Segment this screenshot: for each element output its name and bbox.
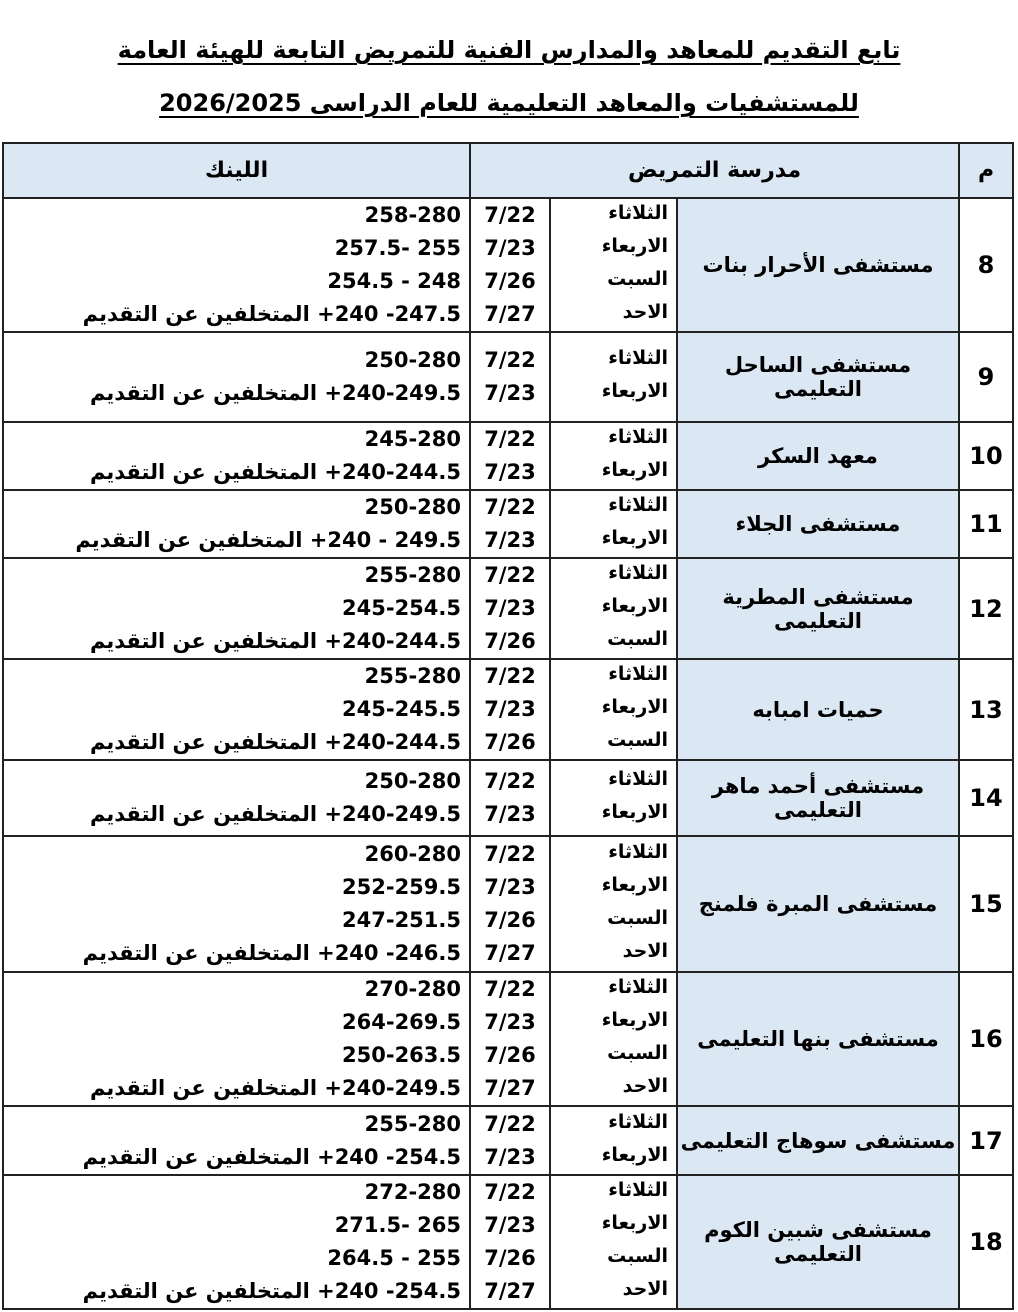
score-range-list (3, 558, 470, 659)
score-range: 240-249.5+ المتخلفين عن التقديم (89, 802, 461, 826)
score-range: 240-244.5+ المتخلفين عن التقديم (89, 460, 461, 484)
day-name: الثلاثاء (608, 202, 668, 224)
table-row (3, 972, 1013, 1106)
school-name: مستشفى شبين الكوم التعليمى (677, 1175, 959, 1309)
day-name: السبت (607, 628, 668, 650)
date-value: 7/22 (484, 1180, 536, 1204)
day-name: الاربعاء (601, 874, 668, 896)
row-number: 11 (959, 490, 1013, 558)
score-range: 245-280 (364, 427, 461, 451)
score-range: 245-254.5 (342, 596, 461, 620)
score-range: 247.5- 240+ المتخلفين عن التقديم (82, 302, 461, 326)
score-range-list (3, 332, 470, 422)
score-range: 258-280 (364, 203, 461, 227)
date-value: 7/27 (484, 1279, 536, 1303)
date-value: 7/26 (484, 269, 536, 293)
date-value: 7/27 (484, 302, 536, 326)
score-range-list (3, 198, 470, 332)
day-list (550, 836, 677, 972)
score-range-list (3, 659, 470, 760)
score-range: 255-280 (364, 563, 461, 587)
table-row (3, 490, 1013, 558)
date-value: 7/26 (484, 908, 536, 932)
date-list (470, 332, 550, 422)
table-row (3, 422, 1013, 490)
score-range-list (3, 836, 470, 972)
day-name: السبت (607, 1245, 668, 1267)
score-range-list (3, 422, 470, 490)
date-value: 7/26 (484, 730, 536, 754)
day-name: الثلاثاء (608, 562, 668, 584)
date-value: 7/22 (484, 348, 536, 372)
score-range: 240-249.5+ المتخلفين عن التقديم (89, 1076, 461, 1100)
day-name: الاحد (622, 940, 668, 962)
score-range: 255 - 264.5 (327, 1246, 461, 1270)
date-value: 7/22 (484, 427, 536, 451)
day-name: الاربعاء (601, 235, 668, 257)
table-row (3, 558, 1013, 659)
date-value: 7/22 (484, 664, 536, 688)
score-range: 250-280 (364, 495, 461, 519)
date-value: 7/23 (484, 381, 536, 405)
row-number: 8 (959, 198, 1013, 332)
day-name: الاربعاء (601, 696, 668, 718)
date-value: 7/23 (484, 596, 536, 620)
header-link: اللينك (3, 143, 470, 198)
date-list (470, 490, 550, 558)
score-range: 270-280 (364, 977, 461, 1001)
school-name: مستشفى أحمد ماهر التعليمى (677, 760, 959, 836)
row-number: 14 (959, 760, 1013, 836)
score-range: 254.5- 240+ المتخلفين عن التقديم (82, 1144, 461, 1169)
date-list (470, 972, 550, 1106)
school-name: معهد السكر (677, 422, 959, 490)
document-title-line2: للمستشفيات والمعاهد التعليمية للعام الدراسى 2026/2025 (159, 89, 859, 117)
school-name: حميات امبابه (677, 659, 959, 760)
row-number: 15 (959, 836, 1013, 972)
score-range: 252-259.5 (342, 875, 461, 899)
date-list (470, 659, 550, 760)
day-name: الاربعاء (601, 1212, 668, 1234)
score-range: 250-263.5 (342, 1043, 461, 1067)
school-name: مستشفى الجلاء (677, 490, 959, 558)
score-range-list (3, 1106, 470, 1175)
schedule-table (2, 142, 1014, 1310)
date-value: 7/22 (484, 203, 536, 227)
table-row (3, 659, 1013, 760)
day-list (550, 332, 677, 422)
day-name: الثلاثاء (608, 841, 668, 863)
score-range: 247-251.5 (342, 908, 461, 932)
day-list (550, 1175, 677, 1309)
day-list (550, 760, 677, 836)
date-value: 7/26 (484, 1246, 536, 1270)
score-range-list (3, 760, 470, 836)
school-name: مستشفى الساحل التعليمى (677, 332, 959, 422)
day-name: السبت (607, 1042, 668, 1064)
document-title-line1: تابع التقديم للمعاهد والمدارس الفنية للتمريض التابعة للهيئة العامة (117, 36, 901, 64)
day-list (550, 422, 677, 490)
score-range: 254.5- 240+ المتخلفين عن التقديم (82, 1279, 461, 1303)
date-value: 7/22 (484, 495, 536, 519)
date-value: 7/27 (484, 1076, 536, 1100)
table-row (3, 836, 1013, 972)
score-range: 245-245.5 (342, 697, 461, 721)
date-value: 7/27 (484, 941, 536, 965)
day-name: السبت (607, 907, 668, 929)
date-list (470, 1106, 550, 1175)
header-num: م (959, 143, 1013, 198)
score-range-list (3, 972, 470, 1106)
date-value: 7/23 (484, 1213, 536, 1237)
score-range: 240-249.5+ المتخلفين عن التقديم (89, 381, 461, 405)
school-name: مستشفى بنها التعليمى (677, 972, 959, 1106)
day-name: الثلاثاء (608, 663, 668, 685)
date-value: 7/22 (484, 1111, 536, 1136)
row-number: 18 (959, 1175, 1013, 1309)
date-list (470, 1175, 550, 1309)
school-name: مستشفى الأحرار بنات (677, 198, 959, 332)
day-name: الاربعاء (601, 1143, 668, 1166)
row-number: 9 (959, 332, 1013, 422)
score-range-list (3, 1175, 470, 1309)
score-range: 248 - 254.5 (327, 269, 461, 293)
day-name: الثلاثاء (608, 494, 668, 516)
day-list (550, 558, 677, 659)
day-name: الاربعاء (601, 801, 668, 823)
date-value: 7/22 (484, 563, 536, 587)
date-list (470, 422, 550, 490)
date-value: 7/23 (484, 1010, 536, 1034)
row-number: 16 (959, 972, 1013, 1106)
day-list (550, 198, 677, 332)
table-header-row (3, 143, 1013, 198)
date-list (470, 198, 550, 332)
row-number: 13 (959, 659, 1013, 760)
score-range: 250-280 (364, 769, 461, 793)
table-row (3, 332, 1013, 422)
table-row (3, 1106, 1013, 1175)
date-value: 7/26 (484, 1043, 536, 1067)
day-list (550, 1106, 677, 1175)
score-range-list (3, 490, 470, 558)
day-name: السبت (607, 729, 668, 751)
date-list (470, 836, 550, 972)
date-value: 7/22 (484, 769, 536, 793)
day-name: السبت (607, 268, 668, 290)
row-number: 10 (959, 422, 1013, 490)
day-name: الثلاثاء (608, 1179, 668, 1201)
score-range: 240-244.5+ المتخلفين عن التقديم (89, 730, 461, 754)
school-name: مستشفى المطرية التعليمى (677, 558, 959, 659)
table-row (3, 198, 1013, 332)
day-name: الاربعاء (601, 459, 668, 481)
day-name: الاحد (622, 1278, 668, 1300)
day-list (550, 972, 677, 1106)
date-value: 7/23 (484, 528, 536, 552)
day-name: الثلاثاء (608, 347, 668, 369)
score-range: 264-269.5 (342, 1010, 461, 1034)
day-list (550, 659, 677, 760)
date-value: 7/22 (484, 842, 536, 866)
row-number: 17 (959, 1106, 1013, 1175)
date-list (470, 760, 550, 836)
score-range: 250-280 (364, 348, 461, 372)
day-name: الاربعاء (601, 1009, 668, 1031)
score-range: 246.5- 240+ المتخلفين عن التقديم (82, 941, 461, 965)
day-name: الثلاثاء (608, 1110, 668, 1133)
header-school: مدرسة التمريض (470, 143, 959, 198)
date-value: 7/23 (484, 1144, 536, 1169)
date-value: 7/23 (484, 236, 536, 260)
score-range: 255-280 (364, 1111, 461, 1136)
date-list (470, 558, 550, 659)
table-row (3, 760, 1013, 836)
score-range: 255-280 (364, 664, 461, 688)
row-number: 12 (959, 558, 1013, 659)
day-name: الاربعاء (601, 380, 668, 402)
day-name: الاربعاء (601, 527, 668, 549)
score-range: 260-280 (364, 842, 461, 866)
score-range: 265 -271.5 (334, 1213, 461, 1237)
date-value: 7/23 (484, 802, 536, 826)
score-range: 255 -257.5 (334, 236, 461, 260)
day-name: الثلاثاء (608, 976, 668, 998)
date-value: 7/23 (484, 460, 536, 484)
date-value: 7/26 (484, 629, 536, 653)
date-value: 7/23 (484, 875, 536, 899)
score-range: 272-280 (364, 1180, 461, 1204)
date-value: 7/22 (484, 977, 536, 1001)
day-name: الاحد (622, 301, 668, 323)
date-value: 7/23 (484, 697, 536, 721)
school-name: مستشفى المبرة فلمنج (677, 836, 959, 972)
day-name: الاربعاء (601, 595, 668, 617)
score-range: 249.5 - 240+ المتخلفين عن التقديم (75, 528, 461, 552)
table-row (3, 1175, 1013, 1309)
day-list (550, 490, 677, 558)
day-name: الثلاثاء (608, 768, 668, 790)
day-name: الاحد (622, 1075, 668, 1097)
day-name: الثلاثاء (608, 426, 668, 448)
school-name: مستشفى سوهاج التعليمى (677, 1106, 959, 1175)
score-range: 240-244.5+ المتخلفين عن التقديم (89, 629, 461, 653)
